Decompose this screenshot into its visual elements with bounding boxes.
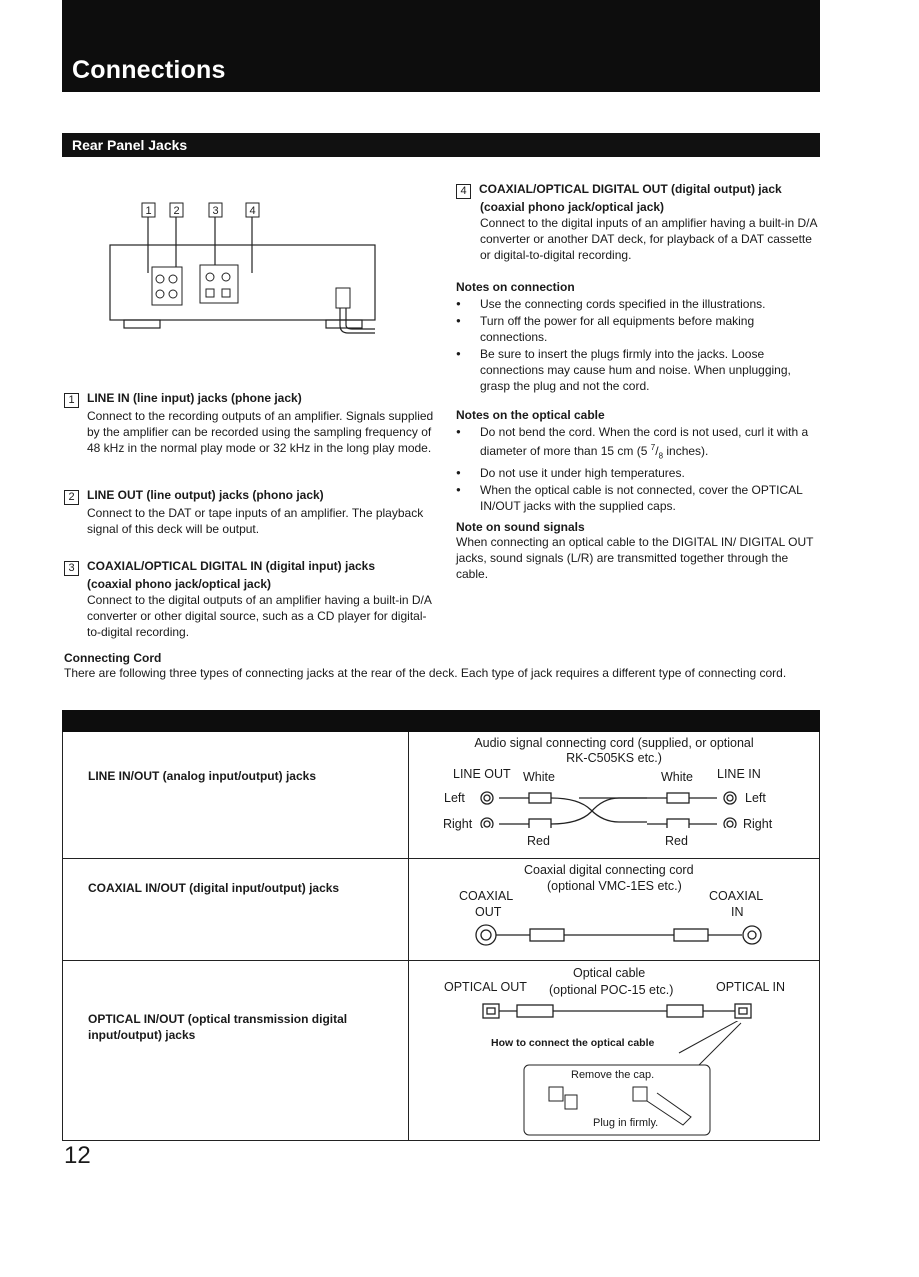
red-right-label: Red (665, 834, 688, 848)
list-item: ● Use the connecting cords specified in the illustrations. (456, 296, 820, 312)
connecting-cord-title: Connecting Cord (64, 651, 162, 665)
callout-4-label: 4 (249, 205, 256, 217)
list-item: ● When the optical cable is not connected, cover the OPTICAL IN/OUT jacks with the supplied caps. (456, 482, 820, 514)
item-title: LINE IN (line input) jacks (phone jack) (87, 391, 302, 405)
coaxial-cord-diagram (409, 859, 819, 960)
callout-2-label: 2 (173, 205, 180, 217)
coaxial-in-label-b: IN (731, 905, 744, 919)
notes-connection (456, 280, 820, 395)
item-body: Connect to the digital inputs of an amplifier having a built-in D/A converter or another DAT deck, for playback of a DAT cassette or digital-to-digital recording. (480, 216, 817, 262)
item-heading (64, 558, 434, 576)
white-right-label: White (661, 770, 693, 784)
item-number: 2 (64, 490, 79, 505)
rear-panel-illustration (100, 195, 390, 345)
list-item: ● Do not use it under high temperatures. (456, 465, 820, 481)
optical-cable-diagram (409, 961, 819, 1139)
notes-connection-list (456, 296, 820, 394)
item-title: COAXIAL/OPTICAL DIGITAL OUT (digital output) jack (479, 182, 782, 196)
optical-cable-graphic (481, 1001, 755, 1021)
item-line-in (64, 390, 434, 456)
list-item: ● Be sure to insert the plugs firmly into the jacks. Loose connections may cause hum and noise. When unplugging, grasp the plug and not the cord. (456, 346, 820, 394)
coaxial-cord-caption: Coaxial digital connecting cord (524, 863, 694, 877)
connecting-cord-body: There are following three types of connecting jacks at the rear of the deck. Each type of jack requires a different type of connecting cord. (64, 666, 787, 680)
note-sound-body: When connecting an optical cable to the DIGITAL IN/ DIGITAL OUT jacks, sound signals (L/R) are transmitted together through the cable. (456, 535, 814, 581)
optical-out-label: OPTICAL OUT (444, 980, 527, 994)
item-title: LINE OUT (line output) jacks (phono jack) (87, 488, 324, 502)
coaxial-cable-graphic (474, 921, 764, 949)
item-heading (64, 390, 434, 408)
item-digital-in (64, 558, 434, 640)
list-item: ● Do not bend the cord. When the cord is not used, curl it with a diameter of more than 15 cm (5 $^7/_8$ inches). (456, 424, 820, 464)
line-in-label: LINE IN (717, 767, 761, 781)
left-in-label: Left (745, 791, 766, 805)
note-sound-title: Note on sound signals (456, 520, 585, 534)
optical-cable-optional: (optional POC-15 etc.) (549, 983, 674, 997)
item-body: Connect to the DAT or tape inputs of an amplifier. The playback signal of this deck will be output. (87, 506, 424, 536)
coaxial-in-label-a: COAXIAL (709, 889, 764, 903)
rca-cable-graphic (479, 788, 739, 828)
notes-connection-title: Notes on connection (456, 280, 575, 294)
item-subtitle: (coaxial phono jack/optical jack) (480, 200, 665, 214)
optical-howto-label: How to connect the optical cable (491, 1037, 655, 1049)
white-left-label: White (523, 770, 555, 784)
fraction-denominator: 8 (658, 451, 664, 461)
coaxial-out-label-b: OUT (475, 905, 502, 919)
section-title: Rear Panel Jacks (72, 137, 188, 153)
note-sound (456, 520, 820, 582)
page-title: Connections (72, 56, 226, 84)
item-heading (456, 181, 820, 199)
row-label-optical: OPTICAL IN/OUT (optical transmission digital input/output) jacks (88, 1012, 348, 1042)
item-body: Connect to the digital outputs of an amplifier having a built-in D/A converter or other digital source, such as a CD player for digital-to-digital recording. (87, 593, 432, 639)
optical-cable-caption: Optical cable (573, 966, 646, 980)
callout-1-label: 1 (145, 205, 152, 217)
optical-remove-cap-label: Remove the cap. (571, 1069, 655, 1081)
notes-optical-title: Notes on the optical cable (456, 408, 605, 422)
right-out-label: Right (443, 817, 473, 831)
line-cord-caption: Audio signal connecting cord (supplied, or optional RK-C505KS etc.) (474, 736, 754, 765)
optical-plug-label: Plug in firmly. (593, 1117, 659, 1129)
item-number: 3 (64, 561, 79, 576)
item-line-out (64, 487, 434, 537)
item-title: COAXIAL/OPTICAL DIGITAL IN (digital input) jacks (87, 559, 376, 573)
connecting-cord (64, 651, 820, 681)
optical-in-label: OPTICAL IN (716, 980, 785, 994)
item-heading (64, 487, 434, 505)
right-in-label: Right (743, 817, 773, 831)
item-body: Connect to the recording outputs of an amplifier. Signals supplied by the amplifier can be recorded using the sampling frequency of 48 kHz in the normal play mode or 32 kHz in the long play mode. (87, 409, 434, 455)
page-number: 12 (64, 1142, 91, 1169)
notes-optical-list (456, 424, 820, 514)
notes-optical (456, 408, 820, 515)
left-out-label: Left (444, 791, 465, 805)
coaxial-out-label-a: COAXIAL (459, 889, 514, 903)
item-digital-out (456, 181, 820, 263)
fraction-numerator: 7 (650, 443, 656, 452)
row-label-coaxial: COAXIAL IN/OUT (digital input/output) jacks (88, 881, 340, 895)
list-item: ● Turn off the power for all equipments before making connections. (456, 313, 820, 345)
item-subtitle: (coaxial phono jack/optical jack) (87, 577, 272, 591)
row-label-line: LINE IN/OUT (analog input/output) jacks (88, 769, 316, 783)
list-item-text: inches). (666, 444, 709, 458)
item-number: 4 (456, 184, 471, 199)
red-left-label: Red (527, 834, 550, 848)
list-item-text: Do not bend the cord. When the cord is not used, curl it with a diameter of more than 15 cm (5 (480, 425, 809, 458)
line-out-label: LINE OUT (453, 767, 511, 781)
coaxial-cord-optional: (optional VMC-1ES etc.) (547, 879, 682, 893)
line-cord-diagram (409, 733, 819, 858)
callout-3-label: 3 (212, 205, 219, 217)
table-header-bar (62, 710, 820, 732)
item-number: 1 (64, 393, 79, 408)
